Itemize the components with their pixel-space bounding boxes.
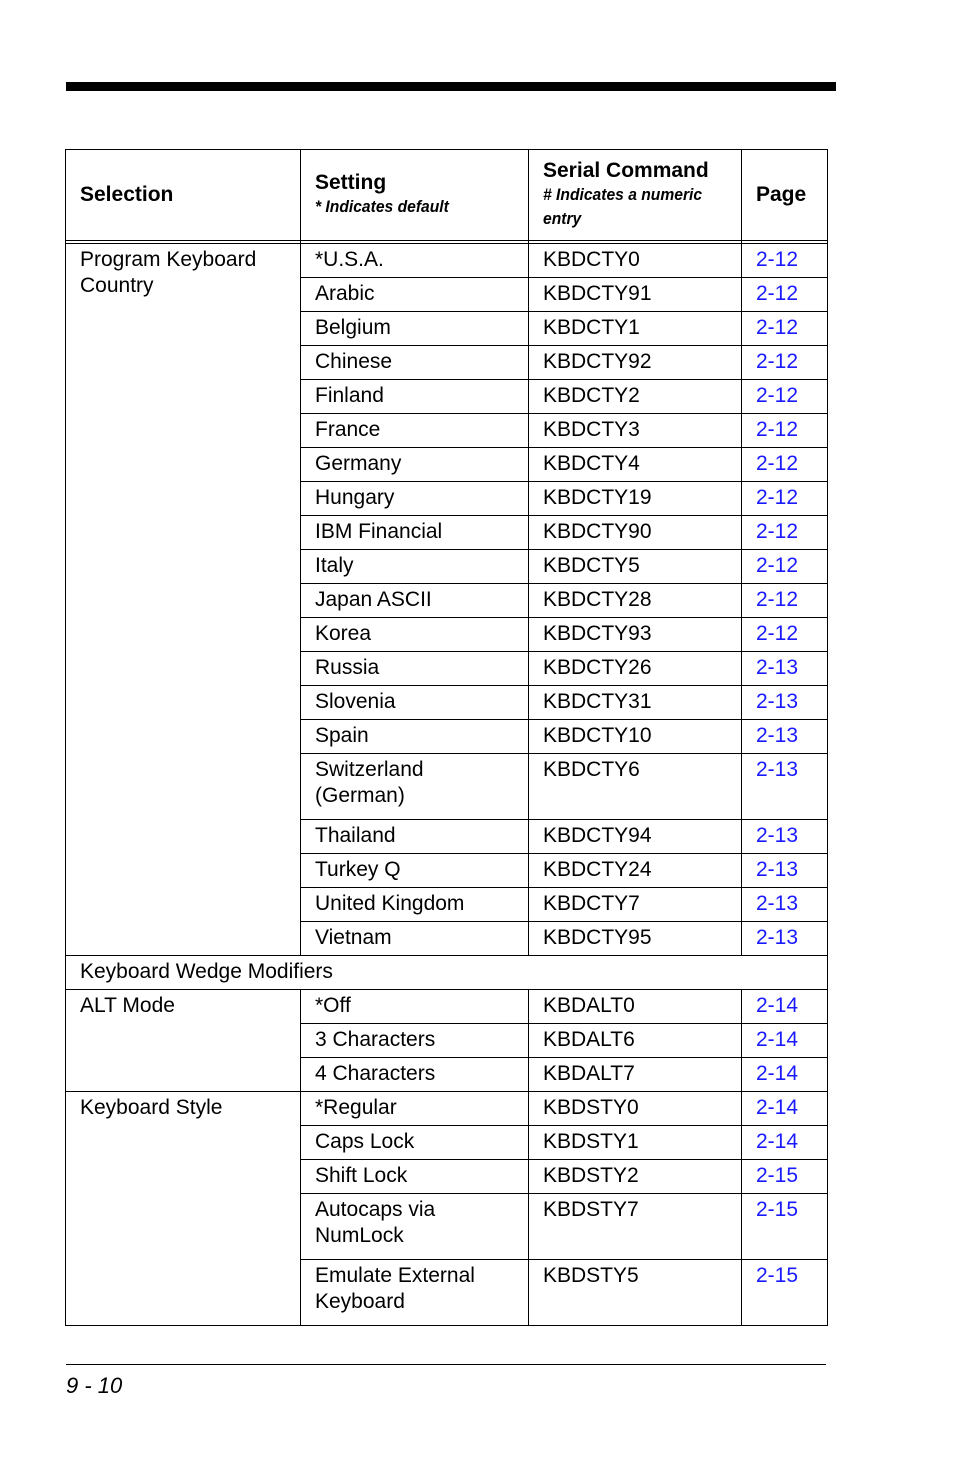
setting-cell: Slovenia <box>301 686 529 720</box>
page-link[interactable]: 2-12 <box>756 554 799 577</box>
setting-cell: Korea <box>301 618 529 652</box>
page-cell <box>742 720 828 754</box>
page-cell <box>742 414 828 448</box>
setting-cell: Spain <box>301 720 529 754</box>
page-cell <box>742 550 828 584</box>
setting-cell: Emulate External Keyboard <box>301 1260 529 1326</box>
page-link[interactable]: 2-15 <box>756 1198 799 1221</box>
page-link[interactable]: 2-12 <box>756 622 799 645</box>
serial-command-cell: KBDALT6 <box>529 1024 742 1058</box>
page-link[interactable]: 2-13 <box>756 824 799 847</box>
serial-command-cell: KBDCTY3 <box>529 414 742 448</box>
page-cell <box>742 482 828 516</box>
serial-command-cell: KBDCTY95 <box>529 922 742 956</box>
page-link[interactable]: 2-13 <box>756 724 799 747</box>
setting-cell: Hungary <box>301 482 529 516</box>
page-cell <box>742 820 828 854</box>
serial-command-cell: KBDSTY2 <box>529 1160 742 1194</box>
serial-command-cell: KBDCTY4 <box>529 448 742 482</box>
serial-command-cell: KBDCTY5 <box>529 550 742 584</box>
page-link[interactable]: 2-13 <box>756 892 799 915</box>
page-link[interactable]: 2-14 <box>756 1130 799 1153</box>
setting-cell: Finland <box>301 380 529 414</box>
page-link[interactable]: 2-15 <box>756 1264 799 1287</box>
serial-command-cell: KBDCTY2 <box>529 380 742 414</box>
header-page: Page <box>742 150 828 241</box>
setting-cell: 3 Characters <box>301 1024 529 1058</box>
setting-cell: 4 Characters <box>301 1058 529 1092</box>
page-link[interactable]: 2-12 <box>756 350 799 373</box>
page-link[interactable]: 2-13 <box>756 858 799 881</box>
setting-cell: Arabic <box>301 278 529 312</box>
setting-cell: Shift Lock <box>301 1160 529 1194</box>
top-rule <box>66 82 836 91</box>
setting-cell: IBM Financial <box>301 516 529 550</box>
serial-command-cell: KBDCTY1 <box>529 312 742 346</box>
page-cell <box>742 1260 828 1326</box>
page-cell <box>742 854 828 888</box>
page-link[interactable]: 2-12 <box>756 248 799 271</box>
table-row <box>66 990 828 1024</box>
page-cell <box>742 244 828 278</box>
page-link[interactable]: 2-13 <box>756 690 799 713</box>
page-cell <box>742 686 828 720</box>
setting-cell: Germany <box>301 448 529 482</box>
serial-command-cell: KBDSTY1 <box>529 1126 742 1160</box>
page-number: 9 - 10 <box>66 1373 123 1398</box>
serial-command-cell: KBDCTY91 <box>529 278 742 312</box>
header-serial-command-label: Serial Command <box>543 159 709 182</box>
setting-cell: Thailand <box>301 820 529 854</box>
serial-command-cell: KBDCTY94 <box>529 820 742 854</box>
setting-cell: Turkey Q <box>301 854 529 888</box>
section-label: Keyboard Wedge Modifiers <box>66 956 828 990</box>
page-link[interactable]: 2-12 <box>756 384 799 407</box>
page-link[interactable]: 2-12 <box>756 418 799 441</box>
page-link[interactable]: 2-12 <box>756 486 799 509</box>
page-cell <box>742 516 828 550</box>
serial-command-cell: KBDSTY0 <box>529 1092 742 1126</box>
serial-command-cell: KBDCTY19 <box>529 482 742 516</box>
setting-cell: Japan ASCII <box>301 584 529 618</box>
setting-cell: Russia <box>301 652 529 686</box>
serial-command-cell: KBDCTY0 <box>529 244 742 278</box>
page-cell <box>742 922 828 956</box>
header-selection: Selection <box>66 150 301 241</box>
page-link[interactable]: 2-12 <box>756 452 799 475</box>
page-link[interactable]: 2-12 <box>756 282 799 305</box>
table-row <box>66 244 828 278</box>
page-link[interactable]: 2-14 <box>756 1028 799 1051</box>
table-row <box>66 1092 828 1126</box>
header-serial-command <box>529 150 742 241</box>
page-link[interactable]: 2-12 <box>756 588 799 611</box>
page-cell <box>742 1092 828 1126</box>
page-cell <box>742 1194 828 1260</box>
page-link[interactable]: 2-15 <box>756 1164 799 1187</box>
setting-cell: France <box>301 414 529 448</box>
table-header <box>66 150 828 241</box>
setting-cell: *Regular <box>301 1092 529 1126</box>
page-cell <box>742 1126 828 1160</box>
header-setting-label: Setting <box>315 171 387 194</box>
setting-cell: Chinese <box>301 346 529 380</box>
header-serial-command-note: # Indicates a numeric entry <box>543 185 703 228</box>
setting-cell: Autocaps via NumLock <box>301 1194 529 1260</box>
section-row <box>66 956 828 990</box>
page-cell <box>742 1160 828 1194</box>
setting-cell: *U.S.A. <box>301 244 529 278</box>
menu-command-table <box>65 149 828 1326</box>
page-cell <box>742 888 828 922</box>
page-link[interactable]: 2-14 <box>756 1096 799 1119</box>
footer-rule <box>66 1364 826 1365</box>
page-link[interactable]: 2-14 <box>756 1062 799 1085</box>
serial-command-cell: KBDCTY93 <box>529 618 742 652</box>
selection-cell: Keyboard Style <box>66 1092 301 1326</box>
setting-cell: Caps Lock <box>301 1126 529 1160</box>
page-cell <box>742 278 828 312</box>
page-link[interactable]: 2-12 <box>756 316 799 339</box>
serial-command-cell: KBDALT7 <box>529 1058 742 1092</box>
page-cell <box>742 618 828 652</box>
page-cell <box>742 448 828 482</box>
selection-cell: Program Keyboard Country <box>66 244 301 956</box>
page-cell <box>742 652 828 686</box>
page-link[interactable]: 2-14 <box>756 994 799 1017</box>
page-cell <box>742 754 828 820</box>
header-setting-note: * Indicates default <box>315 197 449 216</box>
serial-command-cell: KBDCTY26 <box>529 652 742 686</box>
setting-cell: Switzerland (German) <box>301 754 529 820</box>
page-link[interactable]: 2-13 <box>756 758 799 781</box>
page-cell <box>742 346 828 380</box>
table-body <box>66 241 828 1326</box>
page-link[interactable]: 2-13 <box>756 656 799 679</box>
setting-cell: Belgium <box>301 312 529 346</box>
serial-command-cell: KBDCTY90 <box>529 516 742 550</box>
page-cell <box>742 380 828 414</box>
serial-command-cell: KBDCTY6 <box>529 754 742 820</box>
serial-command-cell: KBDCTY28 <box>529 584 742 618</box>
page-cell <box>742 1058 828 1092</box>
setting-cell: United Kingdom <box>301 888 529 922</box>
setting-cell: Vietnam <box>301 922 529 956</box>
page-link[interactable]: 2-12 <box>756 520 799 543</box>
setting-cell: *Off <box>301 990 529 1024</box>
serial-command-cell: KBDSTY5 <box>529 1260 742 1326</box>
page-cell <box>742 584 828 618</box>
serial-command-cell: KBDCTY10 <box>529 720 742 754</box>
page-cell <box>742 990 828 1024</box>
page-cell <box>742 312 828 346</box>
serial-command-cell: KBDCTY31 <box>529 686 742 720</box>
serial-command-cell: KBDCTY7 <box>529 888 742 922</box>
serial-command-cell: KBDCTY24 <box>529 854 742 888</box>
serial-command-cell: KBDALT0 <box>529 990 742 1024</box>
serial-command-cell: KBDSTY7 <box>529 1194 742 1260</box>
serial-command-cell: KBDCTY92 <box>529 346 742 380</box>
page-link[interactable]: 2-13 <box>756 926 799 949</box>
selection-cell: ALT Mode <box>66 990 301 1092</box>
page-cell <box>742 1024 828 1058</box>
setting-cell: Italy <box>301 550 529 584</box>
header-setting <box>301 150 529 241</box>
